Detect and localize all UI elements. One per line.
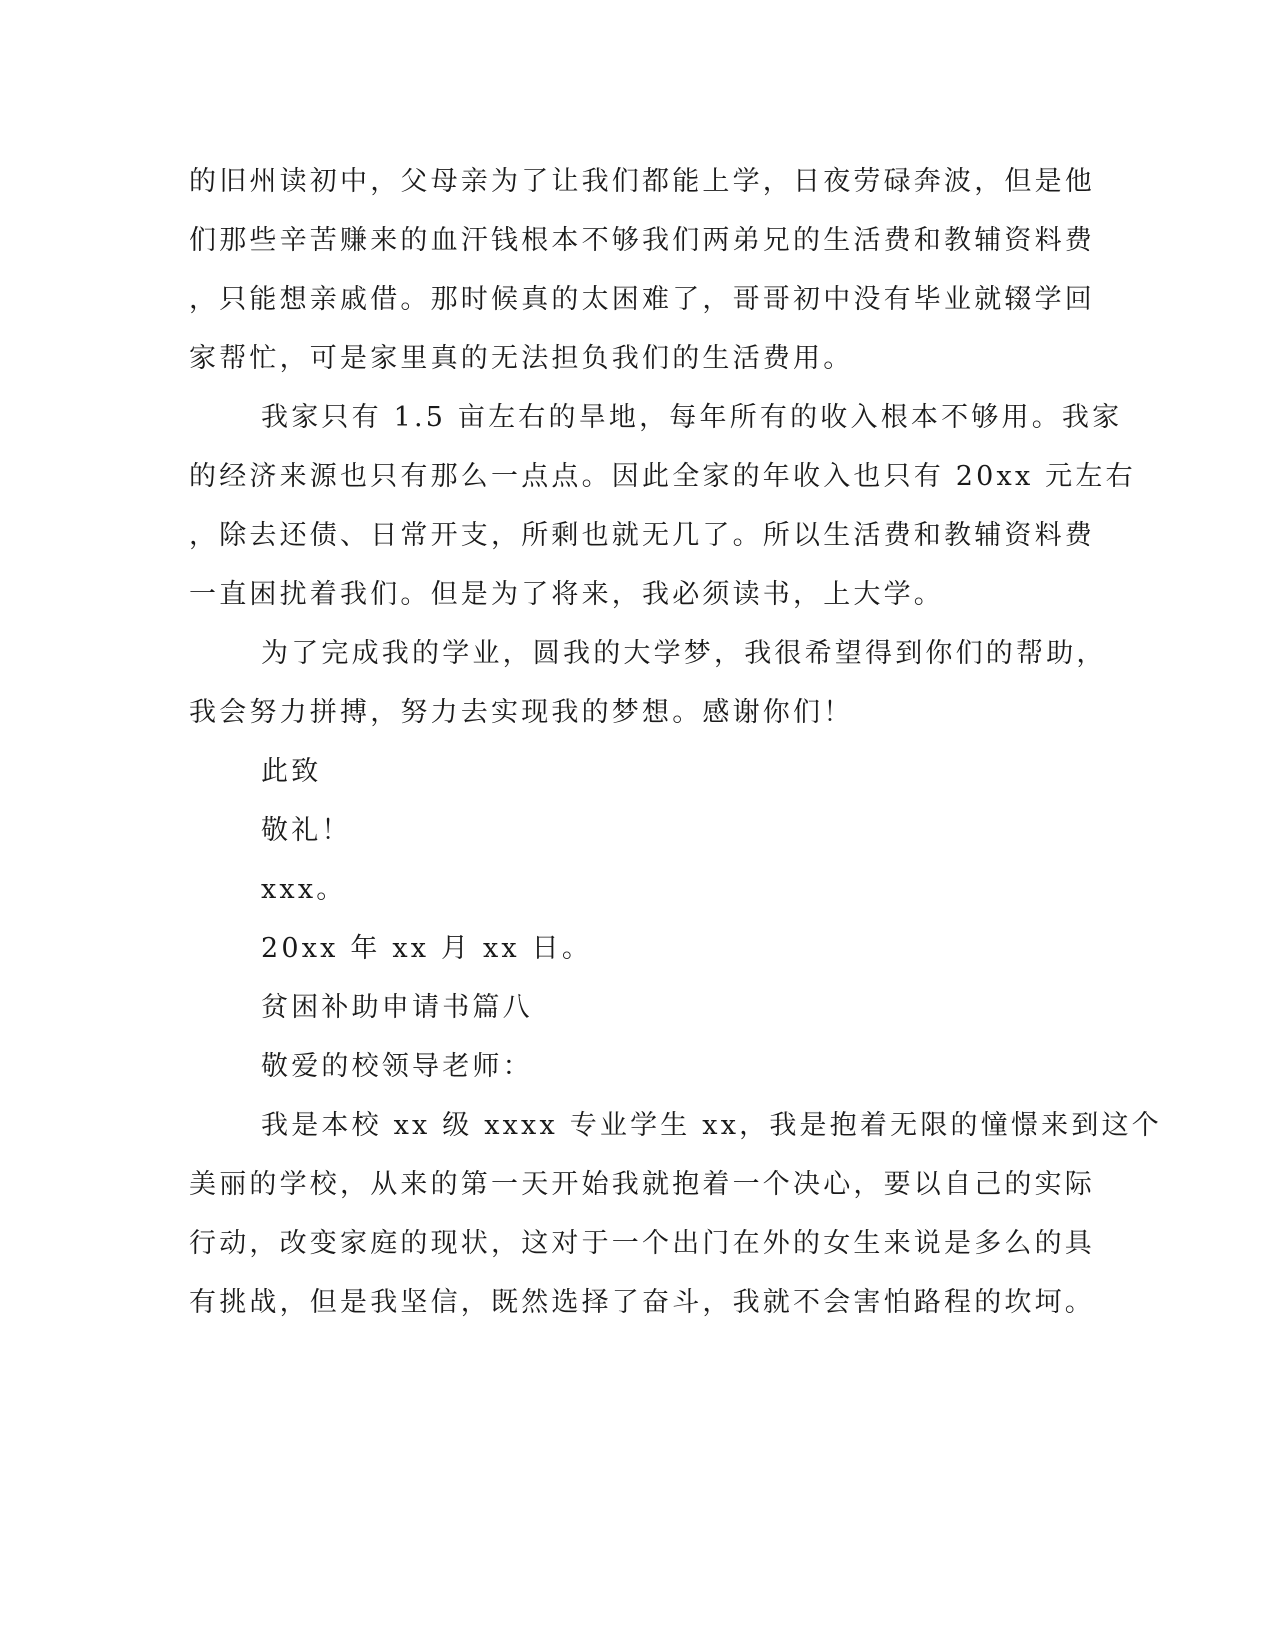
signature-name: xxx。 bbox=[261, 874, 347, 905]
paragraph-first-line: 为了完成我的学业，圆我的大学梦，我很希望得到你们的帮助， bbox=[261, 638, 1107, 669]
closing-salutation: 此致 bbox=[261, 756, 322, 787]
text-line: 有挑战，但是我坚信，既然选择了奋斗，我就不会害怕路程的坎坷。 bbox=[189, 1287, 1095, 1318]
text-line: 一直困扰着我们。但是为了将来，我必须读书，上大学。 bbox=[189, 579, 944, 610]
text-line: 的旧州读初中，父母亲为了让我们都能上学，日夜劳碌奔波，但是他 bbox=[189, 166, 1095, 197]
paragraph-first-line: 我家只有 1.5 亩左右的旱地，每年所有的收入根本不够用。我家 bbox=[261, 402, 1123, 433]
text-line: 我会努力拼搏，努力去实现我的梦想。感谢你们！ bbox=[189, 697, 854, 728]
closing-regards: 敬礼！ bbox=[261, 815, 352, 846]
text-line: ，只能想亲戚借。那时候真的太困难了，哥哥初中没有毕业就辍学回 bbox=[189, 284, 1095, 315]
text-line: ，除去还债、日常开支，所剩也就无几了。所以生活费和教辅资料费 bbox=[189, 520, 1095, 551]
text-line: 家帮忙，可是家里真的无法担负我们的生活费用。 bbox=[189, 343, 854, 374]
paragraph-first-line: 我是本校 xx 级 xxxx 专业学生 xx，我是抱着无限的憧憬来到这个 bbox=[261, 1110, 1162, 1141]
text-line: 行动，改变家庭的现状，这对于一个出门在外的女生来说是多么的具 bbox=[189, 1228, 1095, 1259]
letter-greeting: 敬爱的校领导老师： bbox=[261, 1051, 533, 1082]
section-heading: 贫困补助申请书篇八 bbox=[261, 992, 533, 1023]
text-line: 的经济来源也只有那么一点点。因此全家的年收入也只有 20xx 元左右 bbox=[189, 461, 1136, 492]
text-line: 们那些辛苦赚来的血汗钱根本不够我们两弟兄的生活费和教辅资料费 bbox=[189, 225, 1095, 256]
text-line: 美丽的学校，从来的第一天开始我就抱着一个决心，要以自己的实际 bbox=[189, 1169, 1095, 1200]
signature-date: 20xx 年 xx 月 xx 日。 bbox=[261, 933, 593, 964]
